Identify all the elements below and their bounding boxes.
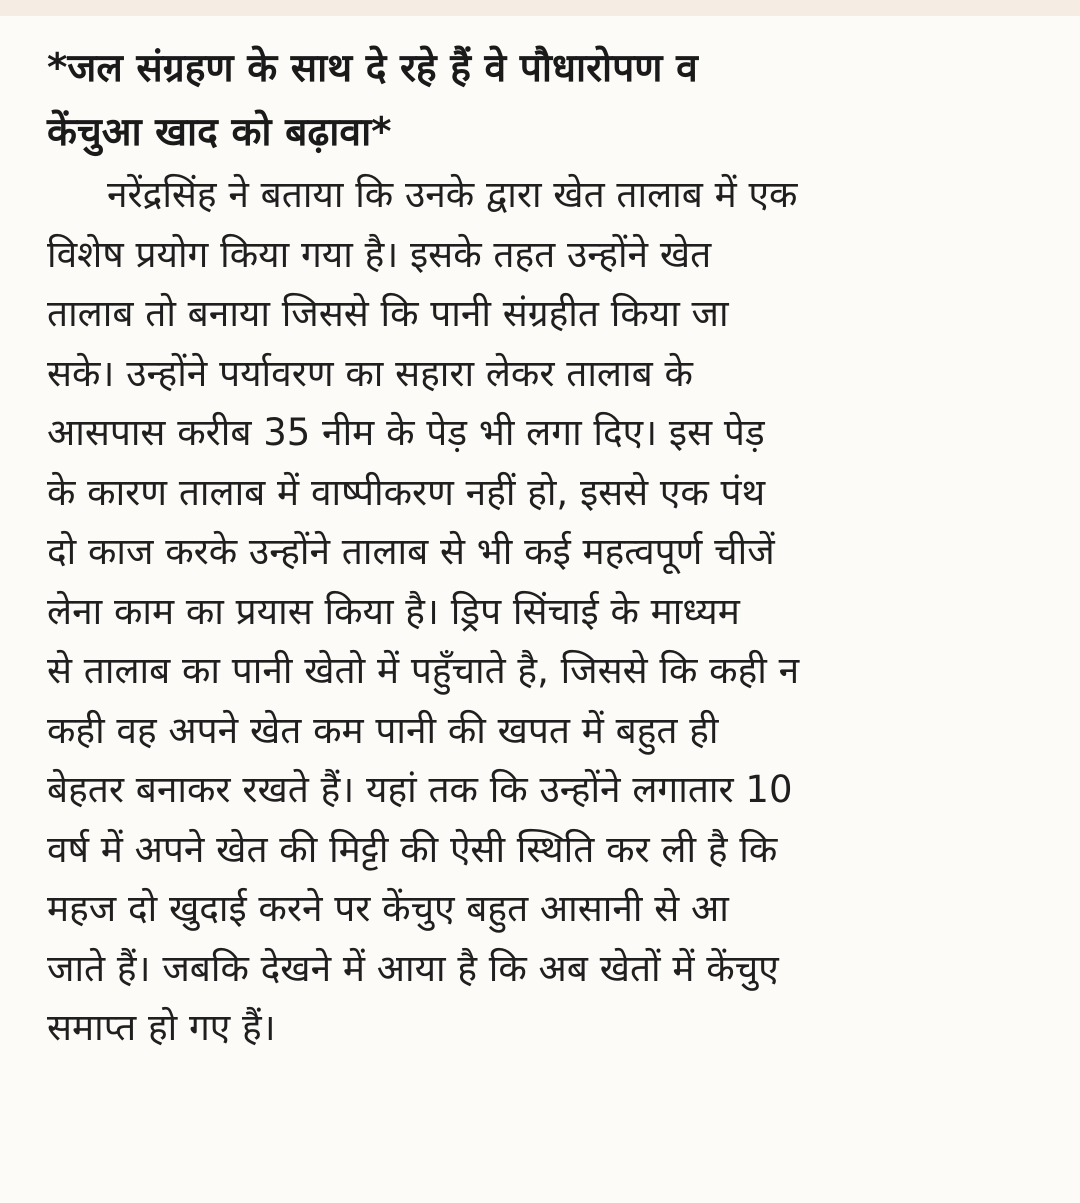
body-line: सके। उन्होंने पर्यावरण का सहारा लेकर तालाब के (47, 351, 693, 395)
body-line: समाप्त हो गए हैं। (47, 1006, 276, 1049)
body-line: दो काज करके उन्होंने तालाब से भी कई महत्वपूर्ण चीजें (47, 530, 775, 573)
body-line: बेहतर बनाकर रखते हैं। यहां तक कि उन्होंने लगातार 10 (47, 768, 793, 811)
body-line: आसपास करीब 35 नीम के पेड़ भी लगा दिए। इस पेड़ (47, 411, 765, 454)
article (47, 37, 1047, 1058)
headline (47, 37, 1047, 165)
article-body (47, 165, 1047, 1058)
body-line: वर्ष में अपने खेत की मिट्टी की ऐसी स्थिति कर ली है कि (47, 827, 778, 871)
body-line: नरेंद्रसिंह ने बताया कि उनके द्वारा खेत तालाब में एक (107, 173, 798, 216)
body-line: कही वह अपने खेत कम पानी की खपत में बहुत ही (47, 708, 719, 752)
body-line: विशेष प्रयोग किया गया है। इसके तहत उन्होंने खेत (47, 232, 712, 276)
body-line: महज दो खुदाई करने पर केंचुए बहुत आसानी से आ (47, 887, 729, 930)
top-strip (0, 0, 1080, 16)
headline-line: *जल संग्रहण के साथ दे रहे हैं वे पौधारोपण व (47, 46, 698, 91)
body-line: जाते हैं। जबकि देखने में आया है कि अब खेतों में केंचुए (47, 946, 779, 990)
headline-line: केंचुआ खाद को बढ़ावा* (47, 110, 392, 155)
body-line: लेना काम का प्रयास किया है। ड्रिप सिंचाई के माध्यम (47, 589, 740, 633)
body-line: से तालाब का पानी खेतो में पहुँचाते है, जिससे कि कही न (47, 649, 800, 692)
body-line: के कारण तालाब में वाष्पीकरण नहीं हो, इससे एक पंथ (47, 470, 766, 514)
body-line: तालाब तो बनाया जिससे कि पानी संग्रहीत किया जा (47, 292, 729, 335)
